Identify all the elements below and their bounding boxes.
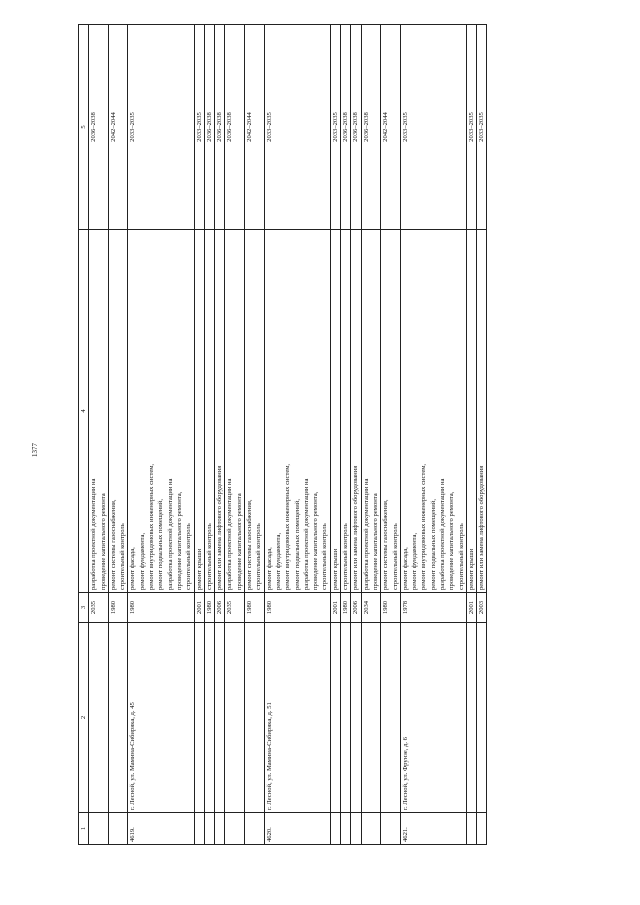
period-cell: 2036–2038 — [89, 25, 109, 230]
year-cell: 2001 — [194, 593, 204, 623]
work-type-cell: ремонт фасада, ремонт фундамента, ремонт внутридомовых инженерных систем, ремонт подвальных помещений, разработка проектной документации на проведение капитального ремонта, строительный контроль — [264, 230, 330, 593]
row-number-cell — [108, 813, 128, 845]
row-number-cell: 4619. — [128, 813, 194, 845]
row-number-cell — [89, 813, 109, 845]
row-number-cell — [351, 813, 361, 845]
year-cell: 1980 — [108, 593, 128, 623]
table-row — [477, 25, 487, 845]
header-cell-2: 2 — [79, 623, 89, 813]
header-cell-3: 3 — [79, 593, 89, 623]
rotated-table-wrapper — [78, 25, 598, 845]
year-cell: 1980 — [341, 593, 351, 623]
address-cell: г. Лесной, ул. Мамина-Сибиряка, д. 45 — [128, 623, 194, 813]
year-cell: 2035 — [225, 593, 245, 623]
capital-repair-table — [78, 24, 487, 845]
address-cell — [89, 623, 109, 813]
page-number: 1377 — [31, 443, 39, 457]
address-cell: г. Лесной, ул. Фрунзе, д. 6 — [400, 623, 466, 813]
row-number-cell — [204, 813, 214, 845]
address-cell — [245, 623, 265, 813]
table-row — [351, 25, 361, 845]
work-type-cell: ремонт крыши — [194, 230, 204, 593]
row-number-cell — [381, 813, 401, 845]
header-cell-4: 4 — [79, 230, 89, 593]
year-cell: 2001 — [330, 593, 340, 623]
work-type-cell: ремонт системы газоснабжения, строительный контроль — [381, 230, 401, 593]
period-cell: 2033–2035 — [400, 25, 466, 230]
table-row — [225, 25, 245, 845]
table-row — [108, 25, 128, 845]
table-row — [215, 25, 225, 845]
table-row — [330, 25, 340, 845]
row-number-cell — [215, 813, 225, 845]
year-cell: 2006 — [215, 593, 225, 623]
address-cell: г. Лесной, ул. Мамина-Сибиряка, д. 51 — [264, 623, 330, 813]
work-type-cell: разработка проектной документации на проведение капитального ремонта — [361, 230, 381, 593]
period-cell: 2036–2038 — [215, 25, 225, 230]
work-type-cell: ремонт системы газоснабжения, строительный контроль — [108, 230, 128, 593]
period-cell: 2042–2044 — [108, 25, 128, 230]
table-row — [341, 25, 351, 845]
work-type-cell: строительный контроль — [341, 230, 351, 593]
table-row — [466, 25, 476, 845]
table-row — [128, 25, 194, 845]
row-number-cell — [361, 813, 381, 845]
year-cell: 2003 — [477, 593, 487, 623]
row-number-cell: 4621. — [400, 813, 466, 845]
address-cell — [361, 623, 381, 813]
address-cell — [477, 623, 487, 813]
row-number-cell — [330, 813, 340, 845]
address-cell — [215, 623, 225, 813]
period-cell: 2042–2044 — [245, 25, 265, 230]
table-row — [264, 25, 330, 845]
address-cell — [204, 623, 214, 813]
work-type-cell: ремонт или замена лифтового оборудования — [215, 230, 225, 593]
row-number-cell — [477, 813, 487, 845]
work-type-cell: разработка проектной документации на проведение капитального ремонта — [225, 230, 245, 593]
header-row — [79, 25, 89, 845]
year-cell: 1980 — [204, 593, 214, 623]
work-type-cell: строительный контроль — [204, 230, 214, 593]
period-cell: 2036–2038 — [225, 25, 245, 230]
table-row — [194, 25, 204, 845]
year-cell: 1978 — [400, 593, 466, 623]
period-cell: 2033–2035 — [330, 25, 340, 230]
year-cell: 2006 — [351, 593, 361, 623]
period-cell: 2033–2035 — [194, 25, 204, 230]
year-cell: 2034 — [361, 593, 381, 623]
table-row — [245, 25, 265, 845]
work-type-cell: ремонт крыши — [330, 230, 340, 593]
row-number-cell — [194, 813, 204, 845]
year-cell: 2035 — [89, 593, 109, 623]
table-body — [79, 25, 487, 845]
table-row — [361, 25, 381, 845]
table-row — [381, 25, 401, 845]
address-cell — [108, 623, 128, 813]
period-cell: 2033–2035 — [477, 25, 487, 230]
work-type-cell: ремонт системы газоснабжения, строительный контроль — [245, 230, 265, 593]
address-cell — [330, 623, 340, 813]
period-cell: 2033–2035 — [466, 25, 476, 230]
period-cell: 2036–2038 — [204, 25, 214, 230]
work-type-cell: разработка проектной документации на проведение капитального ремонта — [89, 230, 109, 593]
period-cell: 2033–2035 — [128, 25, 194, 230]
address-cell — [194, 623, 204, 813]
table-row — [204, 25, 214, 845]
year-cell: 1980 — [128, 593, 194, 623]
work-type-cell: ремонт крыши — [466, 230, 476, 593]
table-row — [400, 25, 466, 845]
work-type-cell: ремонт фасада, ремонт фундамента, ремонт внутридомовых инженерных систем, ремонт подвальных помещений, разработка проектной документации на проведение капитального ремонта, строительный контроль — [128, 230, 194, 593]
table-row — [89, 25, 109, 845]
address-cell — [341, 623, 351, 813]
header-cell-1: 1 — [79, 813, 89, 845]
year-cell: 1980 — [264, 593, 330, 623]
period-cell: 2036–2038 — [361, 25, 381, 230]
period-cell: 2036–2038 — [341, 25, 351, 230]
row-number-cell — [466, 813, 476, 845]
row-number-cell: 4620. — [264, 813, 330, 845]
header-cell-5: 5 — [79, 25, 89, 230]
period-cell: 2036–2038 — [351, 25, 361, 230]
year-cell: 1980 — [245, 593, 265, 623]
period-cell: 2033–2035 — [264, 25, 330, 230]
row-number-cell — [245, 813, 265, 845]
row-number-cell — [341, 813, 351, 845]
address-cell — [466, 623, 476, 813]
address-cell — [225, 623, 245, 813]
address-cell — [351, 623, 361, 813]
address-cell — [381, 623, 401, 813]
row-number-cell — [225, 813, 245, 845]
work-type-cell: ремонт или замена лифтового оборудования — [351, 230, 361, 593]
period-cell: 2042–2044 — [381, 25, 401, 230]
year-cell: 1980 — [381, 593, 401, 623]
work-type-cell: ремонт фасада, ремонт фундамента, ремонт внутридомовых инженерных систем, ремонт подвальных помещений, разработка проектной документации на проведение капитального ремонта, строительный контроль — [400, 230, 466, 593]
work-type-cell: ремонт или замена лифтового оборудования — [477, 230, 487, 593]
year-cell: 2001 — [466, 593, 476, 623]
